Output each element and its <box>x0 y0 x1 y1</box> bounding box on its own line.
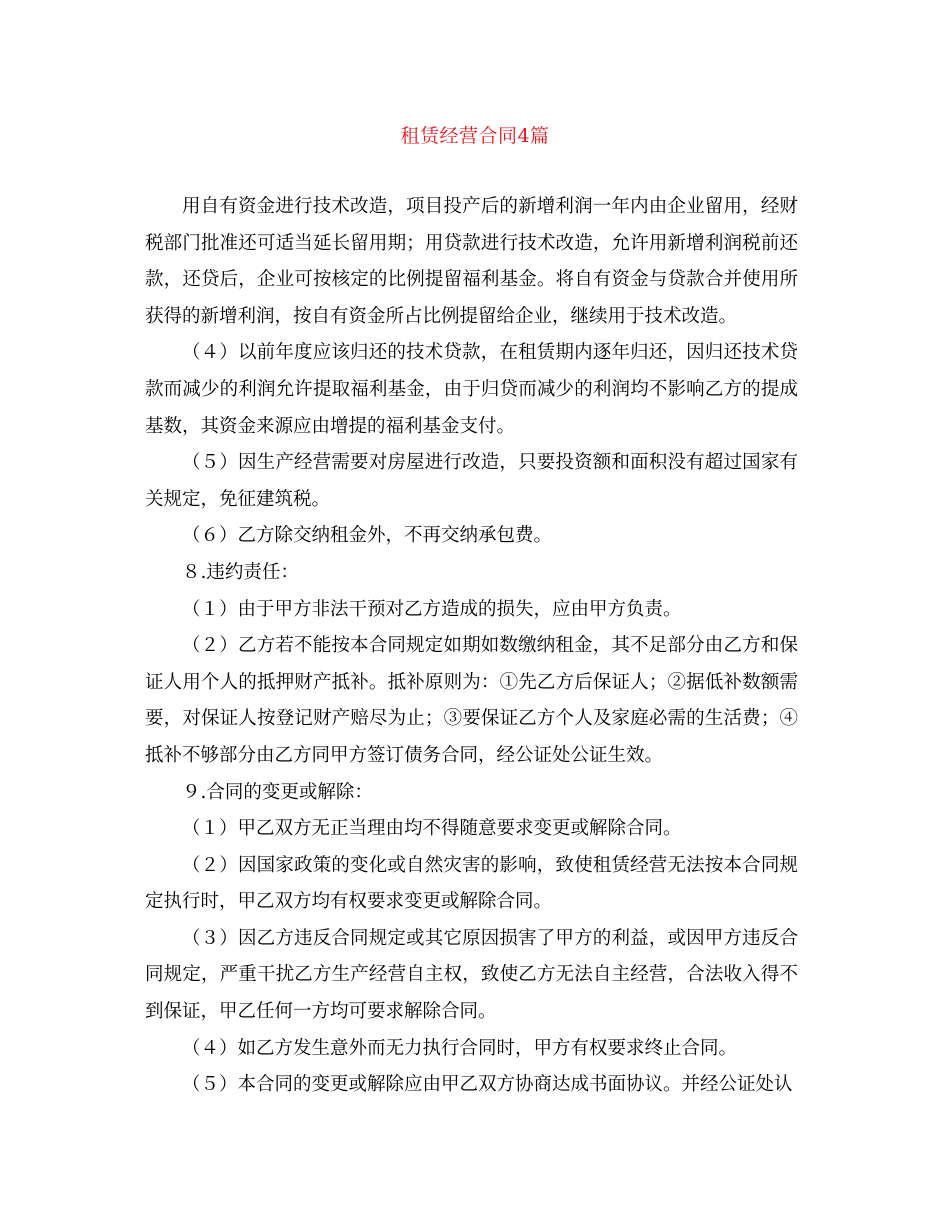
paragraph: （４）如乙方发生意外而无力执行合同时，甲方有权要求终止合同。 <box>182 1037 738 1059</box>
paragraph: （６）乙方除交纳租金外，不再交纳承包费。 <box>182 525 553 547</box>
section-heading: ８.违约责任： <box>182 561 299 583</box>
paragraph: （３）因乙方违反合同规定或其它原因损害了甲方的利益，或因甲方违反合同规定，严重干扰乙方生产经营自主权，致使乙方无法自主经营，合法收入得不到保证，甲乙任何一方均可要求解除合同。 <box>145 927 798 1023</box>
paragraph: （５）因生产经营需要对房屋进行改造，只要投资额和面积没有超过国家有关规定，免征建筑税。 <box>145 452 798 510</box>
paragraph: （５）本合同的变更或解除应由甲乙双方协商达成书面协议。并经公证处认 <box>182 1074 793 1096</box>
document-title: 租赁经营合同4篇 <box>400 125 550 147</box>
paragraph: 用自有资金进行技术改造，项目投产后的新增利润一年内由企业留用，经财税部门批准还可适当延长留用期；用贷款进行技术改造，允许用新增利润税前还款，还贷后，企业可按核定的比例提留福利基金。将自有资金与贷款合并使用所获得的新增利润，按自有资金所占比例提留给企业，继续用于技术改造。 <box>145 196 798 327</box>
paragraph: （２）乙方若不能按本合同规定如期如数缴纳租金，其不足部分由乙方和保证人用个人的抵押财产抵补。抵补原则为：①先乙方后保证人；②据低补数额需要，对保证人按登记财产赔尽为止；③要保证乙方个人及家庭必需的生活费；④抵补不够部分由乙方同甲方签订债务合同，经公证处公证生效。 <box>145 635 798 766</box>
section-heading: ９.合同的变更或解除： <box>182 781 373 803</box>
paragraph: （２）因国家政策的变化或自然灾害的影响，致使租赁经营无法按本合同规定执行时，甲乙双方均有权要求变更或解除合同。 <box>145 854 798 913</box>
paragraph: （１）由于甲方非法干预对乙方造成的损失，应由甲方负责。 <box>182 598 682 620</box>
document-body <box>145 189 798 1104</box>
paragraph: （１）甲乙双方无正当理由均不得随意要求变更或解除合同。 <box>182 818 682 840</box>
paragraph: （４）以前年度应该归还的技术贷款，在租赁期内逐年归还，因归还技术贷款而减少的利润允许提取福利基金，由于归贷而减少的利润均不影响乙方的提成基数，其资金来源应由增提的福利基金支付。 <box>145 342 798 437</box>
